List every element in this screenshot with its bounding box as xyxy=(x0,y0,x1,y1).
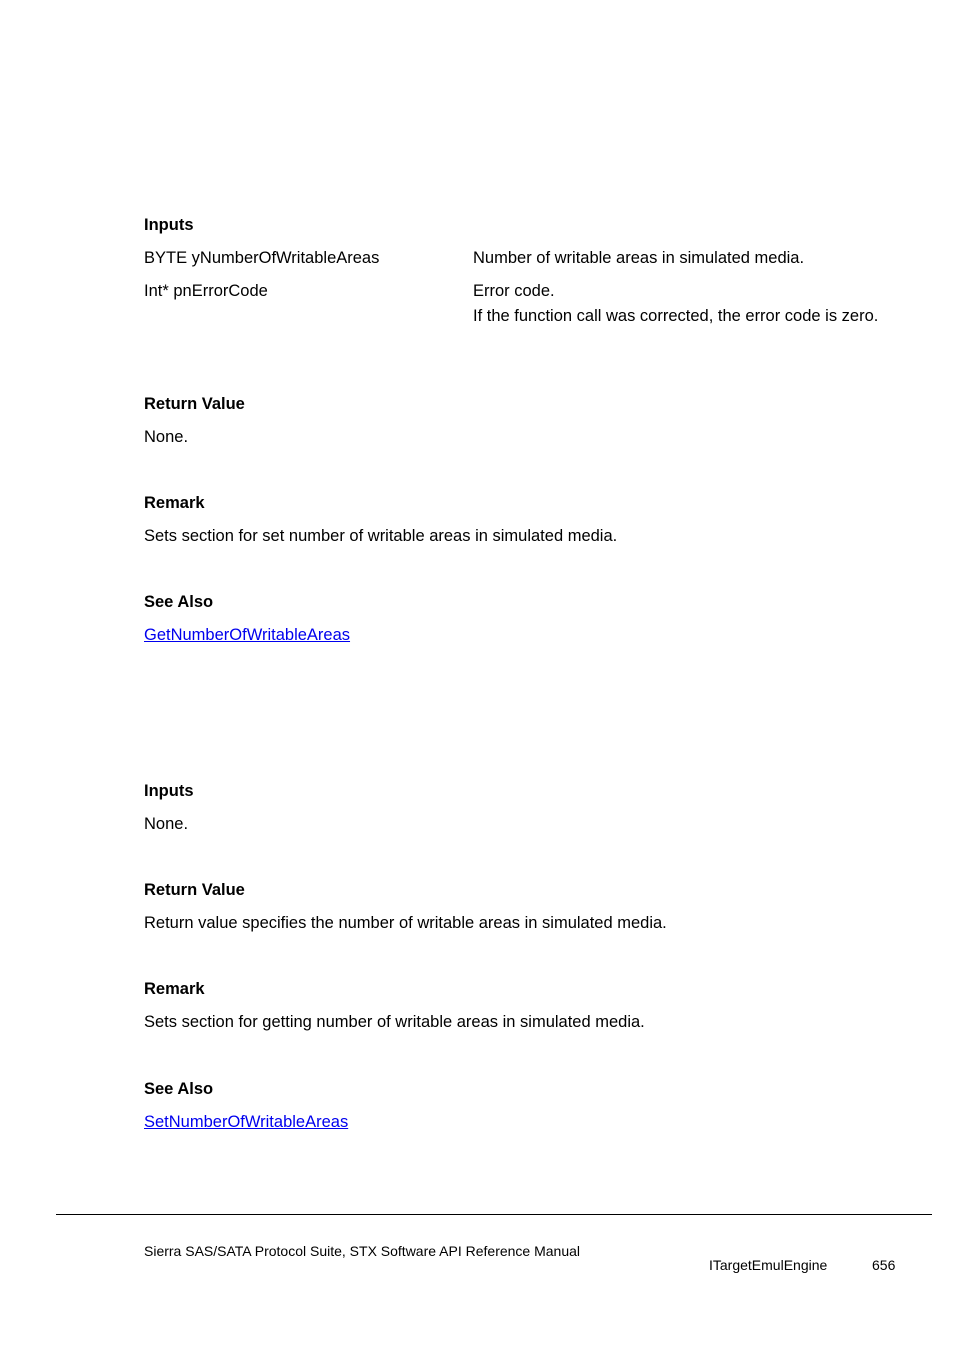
param-name: Int* pnErrorCode xyxy=(144,282,268,300)
see-also-heading: See Also xyxy=(144,593,214,611)
remark-text: Sets section for getting number of writable areas in simulated media. xyxy=(144,1013,645,1031)
inputs-heading: Inputs xyxy=(144,782,194,800)
remark-text: Sets section for set number of writable areas in simulated media. xyxy=(144,527,618,545)
return-value-heading: Return Value xyxy=(144,395,245,413)
see-also-heading: See Also xyxy=(144,1080,214,1098)
footer-divider xyxy=(56,1214,932,1215)
see-also-link[interactable]: SetNumberOfWritableAreas xyxy=(144,1113,349,1131)
remark-heading: Remark xyxy=(144,980,205,998)
footer-chapter: ITargetEmulEngine xyxy=(709,1257,828,1273)
inputs-heading: Inputs xyxy=(144,216,194,234)
param-description-detail: If the function call was corrected, the error code is zero. xyxy=(473,307,879,325)
inputs-text: None. xyxy=(144,815,189,833)
return-value-text: Return value specifies the number of writable areas in simulated media. xyxy=(144,914,667,932)
return-value-text: None. xyxy=(144,428,189,446)
return-value-heading: Return Value xyxy=(144,881,245,899)
footer-manual-title: Sierra SAS/SATA Protocol Suite, STX Software API Reference Manual xyxy=(144,1243,581,1259)
param-description: Number of writable areas in simulated media. xyxy=(473,249,805,267)
footer-page-number: 656 xyxy=(872,1257,896,1273)
remark-heading: Remark xyxy=(144,494,205,512)
see-also-link[interactable]: GetNumberOfWritableAreas xyxy=(144,626,351,644)
param-description: Error code. xyxy=(473,282,555,300)
param-name: BYTE yNumberOfWritableAreas xyxy=(144,249,380,267)
